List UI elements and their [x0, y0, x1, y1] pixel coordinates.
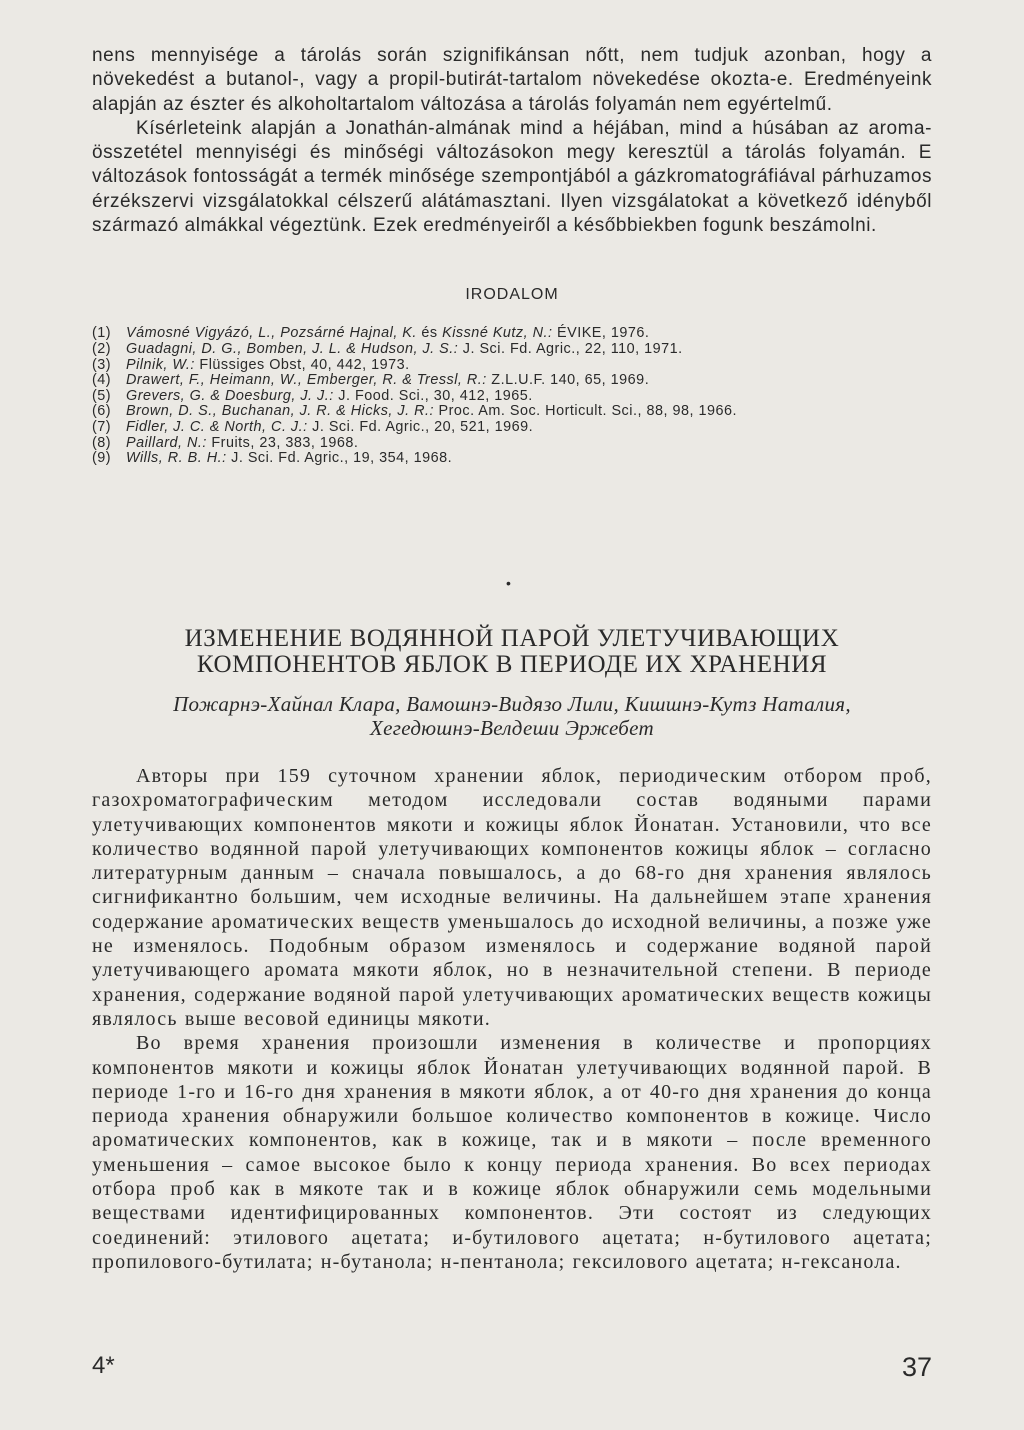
- reference-item: [92, 358, 932, 374]
- russian-title: [92, 626, 932, 678]
- russian-authors-line-1: Пожарнэ-Хайнал Клара, Вамошнэ-Видязо Лили, Кишшнэ-Кутз Наталия,: [173, 692, 851, 716]
- reference-item: [92, 436, 932, 452]
- russian-authors-line-2: Хегедюшнэ-Велдеши Эржебет: [370, 716, 654, 740]
- reference-source: J. Sci. Fd. Agric., 20, 521, 1969.: [307, 418, 534, 435]
- reference-number: (6): [92, 403, 112, 420]
- hu-paragraph-1: nens mennyisége a tárolás során szignifikánsan nőtt, nem tudjuk azonban, hogy a növekedést a butanol-, vagy a propil-butirát-tartalom növekedése okozta-e. Eredményeink alapján az észter és alkoholtartalom változása a tárolás folyamán nem egyértelmű.: [92, 45, 932, 115]
- reference-number: (9): [92, 450, 112, 467]
- reference-number: (7): [92, 418, 112, 435]
- reference-source: J. Sci. Fd. Agric., 19, 354, 1968.: [226, 450, 453, 467]
- russian-title-line-2: КОМПОНЕНТОВ ЯБЛОК В ПЕРИОДЕ ИХ ХРАНЕНИЯ: [196, 651, 828, 678]
- ru-paragraph-1: Авторы при 159 суточном хранении яблок, периодическим отбором проб, газохроматографическим методом исследовали состав водяными парами улетучивающих компонентов мякоти и кожицы яблок Йонатан. Установили, что все количество водянной парой улетучивающих компонентов кожицы яблок – согласно литературным данным – сначала повышалось, а до 68-го дня хранения являлось сигнификантно большим, чем исходные величины. На дальнейшем этапе хранения содержание ароматических веществ уменьшалось до исходной величины, а позже уже не изменялось. Подобным образом изменялось и содержание водяной парой улетучивающего аромата мякоти яблок, но в незначительной степени. В периоде хранения, содержание водяной парой улетучивающих ароматических веществ кожицы являлось выше весовой единицы мякоти.: [92, 765, 932, 1030]
- reference-number: (4): [92, 372, 112, 389]
- reference-authors: Drawert, F., Heimann, W., Emberger, R. & Tressl, R.:: [126, 372, 487, 389]
- reference-authors-2: Kissné Kutz, N.:: [442, 325, 553, 342]
- reference-authors: Guadagni, D. G., Bomben, J. L. & Hudson, J. S.:: [126, 340, 459, 357]
- reference-authors: Fidler, J. C. & North, C. J.:: [126, 418, 308, 435]
- reference-item: [92, 326, 932, 342]
- reference-number: (1): [92, 325, 112, 342]
- hu-paragraph-2: Kísérleteink alapján a Jonathán-almának mind a héjában, mind a húsában az aroma-összetétel mennyiségi és minőségi változásokon megy keresztül a tárolás folyamán. E változások fontosságát a termék minősége szempontjából a gázkromatográfiával párhuzamos érzékszervi vizsgálatokkal célszerű alátámasztani. Ilyen vizsgálatokat a következő idényből származó almákkal végeztünk. Ezek eredményeiről a későbbiekben fogunk beszámolni.: [92, 117, 932, 237]
- signature-mark: 4*: [92, 1352, 115, 1379]
- reference-authors: Grevers, G. & Doesburg, J. J.:: [126, 387, 334, 404]
- reference-source: ÉVIKE, 1976.: [552, 325, 650, 342]
- reference-authors: Paillard, N.:: [126, 434, 207, 451]
- reference-item: [92, 373, 932, 389]
- ru-paragraph-2: Во время хранения произошли изменения в количестве и пропорциях компонентов мякоти и кожицы яблок Йонатан улетучивающих водянной парой. В периоде 1-го и 16-го дня хранения в мякоти яблок, а от 40-го дня хранения до конца периода хранения обнаружили большое количество компонентов в кожице. Число ароматических компонентов, как в кожице, так и в мякоти – после временного уменьшения – самое высокое было к концу периода хранения. Во всех периодах отбора проб как в мякоте так и в кожице яблок обнаружили семь модельными веществами идентифицированных компонентов. Эти состоят из следующих соединений: этилового ацетата; и-бутилового ацетата; н-бутилового ацетата; пропилового-бутилата; н-бутанола; н-пентанола; гексилового ацетата; н-гексанола.: [92, 1032, 932, 1273]
- reference-number: (8): [92, 434, 112, 451]
- page-number: 37: [901, 1352, 932, 1382]
- russian-summary: [92, 764, 932, 1274]
- reference-source: J. Sci. Fd. Agric., 22, 110, 1971.: [458, 340, 683, 357]
- russian-title-line-1: ИЗМЕНЕНИЕ ВОДЯННОЙ ПАРОЙ УЛЕТУЧИВАЮЩИХ: [184, 625, 840, 652]
- reference-authors: Wills, R. B. H.:: [126, 450, 227, 467]
- reference-source: J. Food. Sci., 30, 412, 1965.: [333, 387, 533, 404]
- reference-source: Fruits, 23, 383, 1968.: [206, 434, 359, 451]
- reference-conjunction: és: [416, 325, 443, 342]
- reference-item: [92, 451, 932, 467]
- separator-dot: •: [506, 575, 511, 591]
- reference-source: Proc. Am. Soc. Horticult. Sci., 88, 98, 1966.: [434, 403, 737, 420]
- reference-item: [92, 389, 932, 405]
- reference-number: (3): [92, 356, 112, 373]
- reference-item: [92, 420, 932, 436]
- reference-number: (2): [92, 340, 112, 357]
- reference-number: (5): [92, 387, 112, 404]
- russian-authors: [92, 692, 932, 740]
- reference-list: [92, 326, 932, 466]
- reference-authors: Brown, D. S., Buchanan, J. R. & Hicks, J. R.:: [126, 403, 435, 420]
- references-heading: IRODALOM: [465, 286, 559, 304]
- reference-authors: Vámosné Vigyázó, L., Pozsárné Hajnal, K.: [126, 325, 417, 342]
- hungarian-text-section: [92, 44, 932, 467]
- reference-item: [92, 404, 932, 420]
- reference-source: Z.L.U.F. 140, 65, 1969.: [486, 372, 650, 389]
- reference-authors: Pilnik, W.:: [126, 356, 195, 373]
- reference-item: [92, 342, 932, 358]
- reference-source: Flüssiges Obst, 40, 442, 1973.: [194, 356, 410, 373]
